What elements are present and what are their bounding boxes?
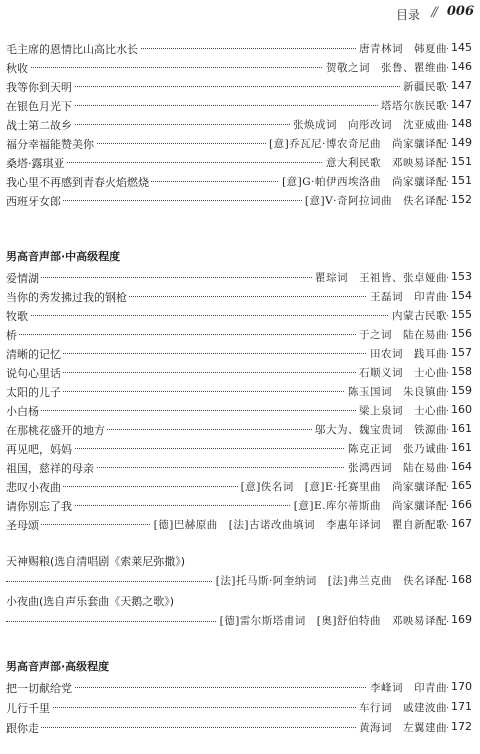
toc-entry[interactable] [0, 495, 480, 515]
toc-entry[interactable] [0, 677, 480, 697]
song-credits: 王磊词 印青曲 [367, 289, 447, 304]
song-credits: 石顺义词 士心曲 [356, 365, 447, 380]
song-credits: 邬大为、魏宝贵词 铁源曲 [312, 422, 447, 437]
song-title: 西班牙女郎 [6, 195, 61, 208]
page-number: 151 [451, 174, 472, 187]
song-title: 太阳的儿子 [6, 386, 61, 399]
page-number: 148 [451, 117, 472, 130]
toc-entry[interactable] [0, 305, 480, 325]
toc-entry[interactable] [0, 190, 480, 210]
page-number: 165 [451, 479, 472, 492]
header-slash-decoration: // [431, 5, 436, 20]
page-number: 146 [451, 60, 472, 73]
toc-entry[interactable] [0, 362, 480, 382]
song-title: 在那桃花盛开的地方 [6, 424, 105, 437]
page-number: 154 [451, 289, 472, 302]
song-credits: [德]巴赫原曲 [法]古诺改曲填词 李惠年译词 瞿自新配歌 [151, 517, 447, 532]
song-credits: 陈玉国词 朱良镇曲 [345, 384, 447, 399]
song-title: 我心里不再感到青春火焰燃烧 [6, 176, 149, 189]
page-number: 157 [451, 346, 472, 359]
song-title: 毛主席的恩情比山高比水长 [6, 43, 138, 56]
page-number: 159 [451, 384, 472, 397]
page-number: 161 [451, 422, 472, 435]
song-credits: 张焕成词 向彤改词 沈亚威曲 [290, 117, 447, 132]
toc-entry[interactable] [0, 171, 480, 191]
toc-entry[interactable] [0, 133, 480, 153]
page-number: 153 [451, 270, 472, 283]
song-credits: [意]V·奇阿拉词曲 佚名译配 [302, 193, 447, 208]
song-credits: 新疆民歌 [400, 79, 447, 94]
song-credits: 陈克正词 张乃诚曲 [345, 441, 447, 456]
song-title: 跟你走 [6, 722, 39, 735]
toc-entry[interactable] [0, 324, 480, 344]
song-credits: [意]G·帕伊西埃洛曲 尚家骧译配 [279, 174, 447, 189]
toc-entry[interactable] [0, 438, 480, 458]
page-number: 147 [451, 79, 472, 92]
page-number: 168 [451, 573, 472, 586]
song-title: 小白杨 [6, 405, 39, 418]
song-title: 桥 [6, 329, 17, 342]
page-number: 145 [451, 41, 472, 54]
song-credits: 梁上泉词 士心曲 [356, 403, 447, 418]
song-credits: 内蒙古民歌 [389, 308, 447, 323]
toc-entry[interactable] [0, 514, 480, 534]
song-title: 请你别忘了我 [6, 500, 72, 513]
toc-entry[interactable] [0, 95, 480, 115]
page-number: 158 [451, 365, 472, 378]
page-number: 147 [451, 98, 472, 111]
song-title: 再见吧，妈妈 [6, 443, 72, 456]
song-credits: 田农词 践耳曲 [367, 346, 447, 361]
toc-entry[interactable] [0, 286, 480, 306]
song-credits: [德]雷尔斯塔甫词 [奥]舒伯特曲 邓映易译配 [217, 613, 447, 628]
song-credits: 张鸿西词 陆在易曲 [345, 460, 447, 475]
song-title: 圣母颂 [6, 519, 39, 532]
song-title: 战士第二故乡 [6, 119, 72, 132]
toc-entry[interactable] [0, 400, 480, 420]
song-title: 牧歌 [6, 310, 28, 323]
song-title: 秋收 [6, 62, 28, 75]
song-title: 小夜曲(选自声乐套曲《天鹅之歌》) [6, 595, 175, 608]
page-header [0, 4, 480, 22]
page-number: 172 [451, 720, 472, 733]
toc-entry[interactable] [0, 57, 480, 77]
toc-entry[interactable] [0, 592, 480, 630]
header-label: 目录 [395, 8, 420, 22]
page-number: 161 [451, 441, 472, 454]
toc-entry[interactable] [0, 76, 480, 96]
song-title: 悲叹小夜曲 [6, 481, 61, 494]
page-number: 170 [451, 680, 472, 693]
section-title: 男高音声部·中高级程度 [6, 250, 121, 263]
song-credits: 于之词 陆在易曲 [356, 327, 447, 342]
page-number: 155 [451, 308, 472, 321]
song-credits: [意]E.库尔蒂斯曲 尚家骧译配 [291, 498, 447, 513]
page-number: 156 [451, 327, 472, 340]
song-credits: 瞿琮词 王祖皆、张卓娅曲 [312, 270, 447, 285]
toc-entry[interactable] [0, 267, 480, 287]
page-number: 167 [451, 517, 472, 530]
song-credits: 车行词 戚建波曲 [356, 700, 447, 715]
song-title: 天神赐粮(选自清唱剧《索莱尼弥撒》) [6, 555, 186, 568]
song-credits: 李峰词 印青曲 [367, 680, 447, 695]
toc-entry[interactable] [0, 38, 480, 58]
song-title: 祖国，慈祥的母亲 [6, 462, 94, 475]
page-number: 164 [451, 460, 472, 473]
toc-entry[interactable] [0, 381, 480, 401]
song-title: 把一切献给党 [6, 682, 72, 695]
song-title: 在银色月光下 [6, 100, 72, 113]
toc-entry[interactable] [0, 343, 480, 363]
song-credits: [法]托马斯·阿奎纳词 [法]弗兰克曲 佚名译配 [213, 573, 447, 588]
song-credits: 贺敬之词 张鲁、瞿维曲 [323, 60, 447, 75]
header-page-number: 006 [446, 4, 474, 19]
song-credits: 黄海词 左翼建曲 [356, 720, 447, 735]
toc-entry[interactable] [0, 476, 480, 496]
song-credits: 唐青林词 韩夏曲 [356, 41, 447, 56]
toc-entry[interactable] [0, 717, 480, 737]
toc-entry[interactable] [0, 697, 480, 717]
toc-entry[interactable] [0, 552, 480, 590]
song-title: 儿行千里 [6, 702, 50, 715]
song-title: 说句心里话 [6, 367, 61, 380]
song-title: 清晰的记忆 [6, 348, 61, 361]
page-number: 149 [451, 136, 472, 149]
page-number: 151 [451, 155, 472, 168]
toc-entry[interactable] [0, 457, 480, 477]
song-credits: 塔塔尔族民歌 [378, 98, 447, 113]
section-title: 男高音声部·高级程度 [6, 660, 110, 673]
page-number: 152 [451, 193, 472, 206]
song-title: 桑塔·露琪亚 [6, 157, 65, 170]
song-title: 我等你到天明 [6, 81, 72, 94]
dot-leader [6, 315, 448, 316]
toc-entry[interactable] [0, 114, 480, 134]
toc-entry[interactable] [0, 419, 480, 439]
song-title: 爱情湖 [6, 272, 39, 285]
page-number: 169 [451, 613, 472, 626]
page-number: 171 [451, 700, 472, 713]
song-title: 当你的秀发拂过我的钢枪 [6, 291, 127, 304]
toc-entry[interactable] [0, 152, 480, 172]
page-number: 160 [451, 403, 472, 416]
page-number: 166 [451, 498, 472, 511]
song-credits: 意大利民歌 邓映易译配 [323, 155, 447, 170]
song-credits: [意]佚名词 [意]E·托赛里曲 尚家骧译配 [238, 479, 447, 494]
song-title: 福分幸福能赞美你 [6, 138, 94, 151]
song-credits: [意]乔瓦尼·博农奇尼曲 尚家骧译配 [266, 136, 447, 151]
